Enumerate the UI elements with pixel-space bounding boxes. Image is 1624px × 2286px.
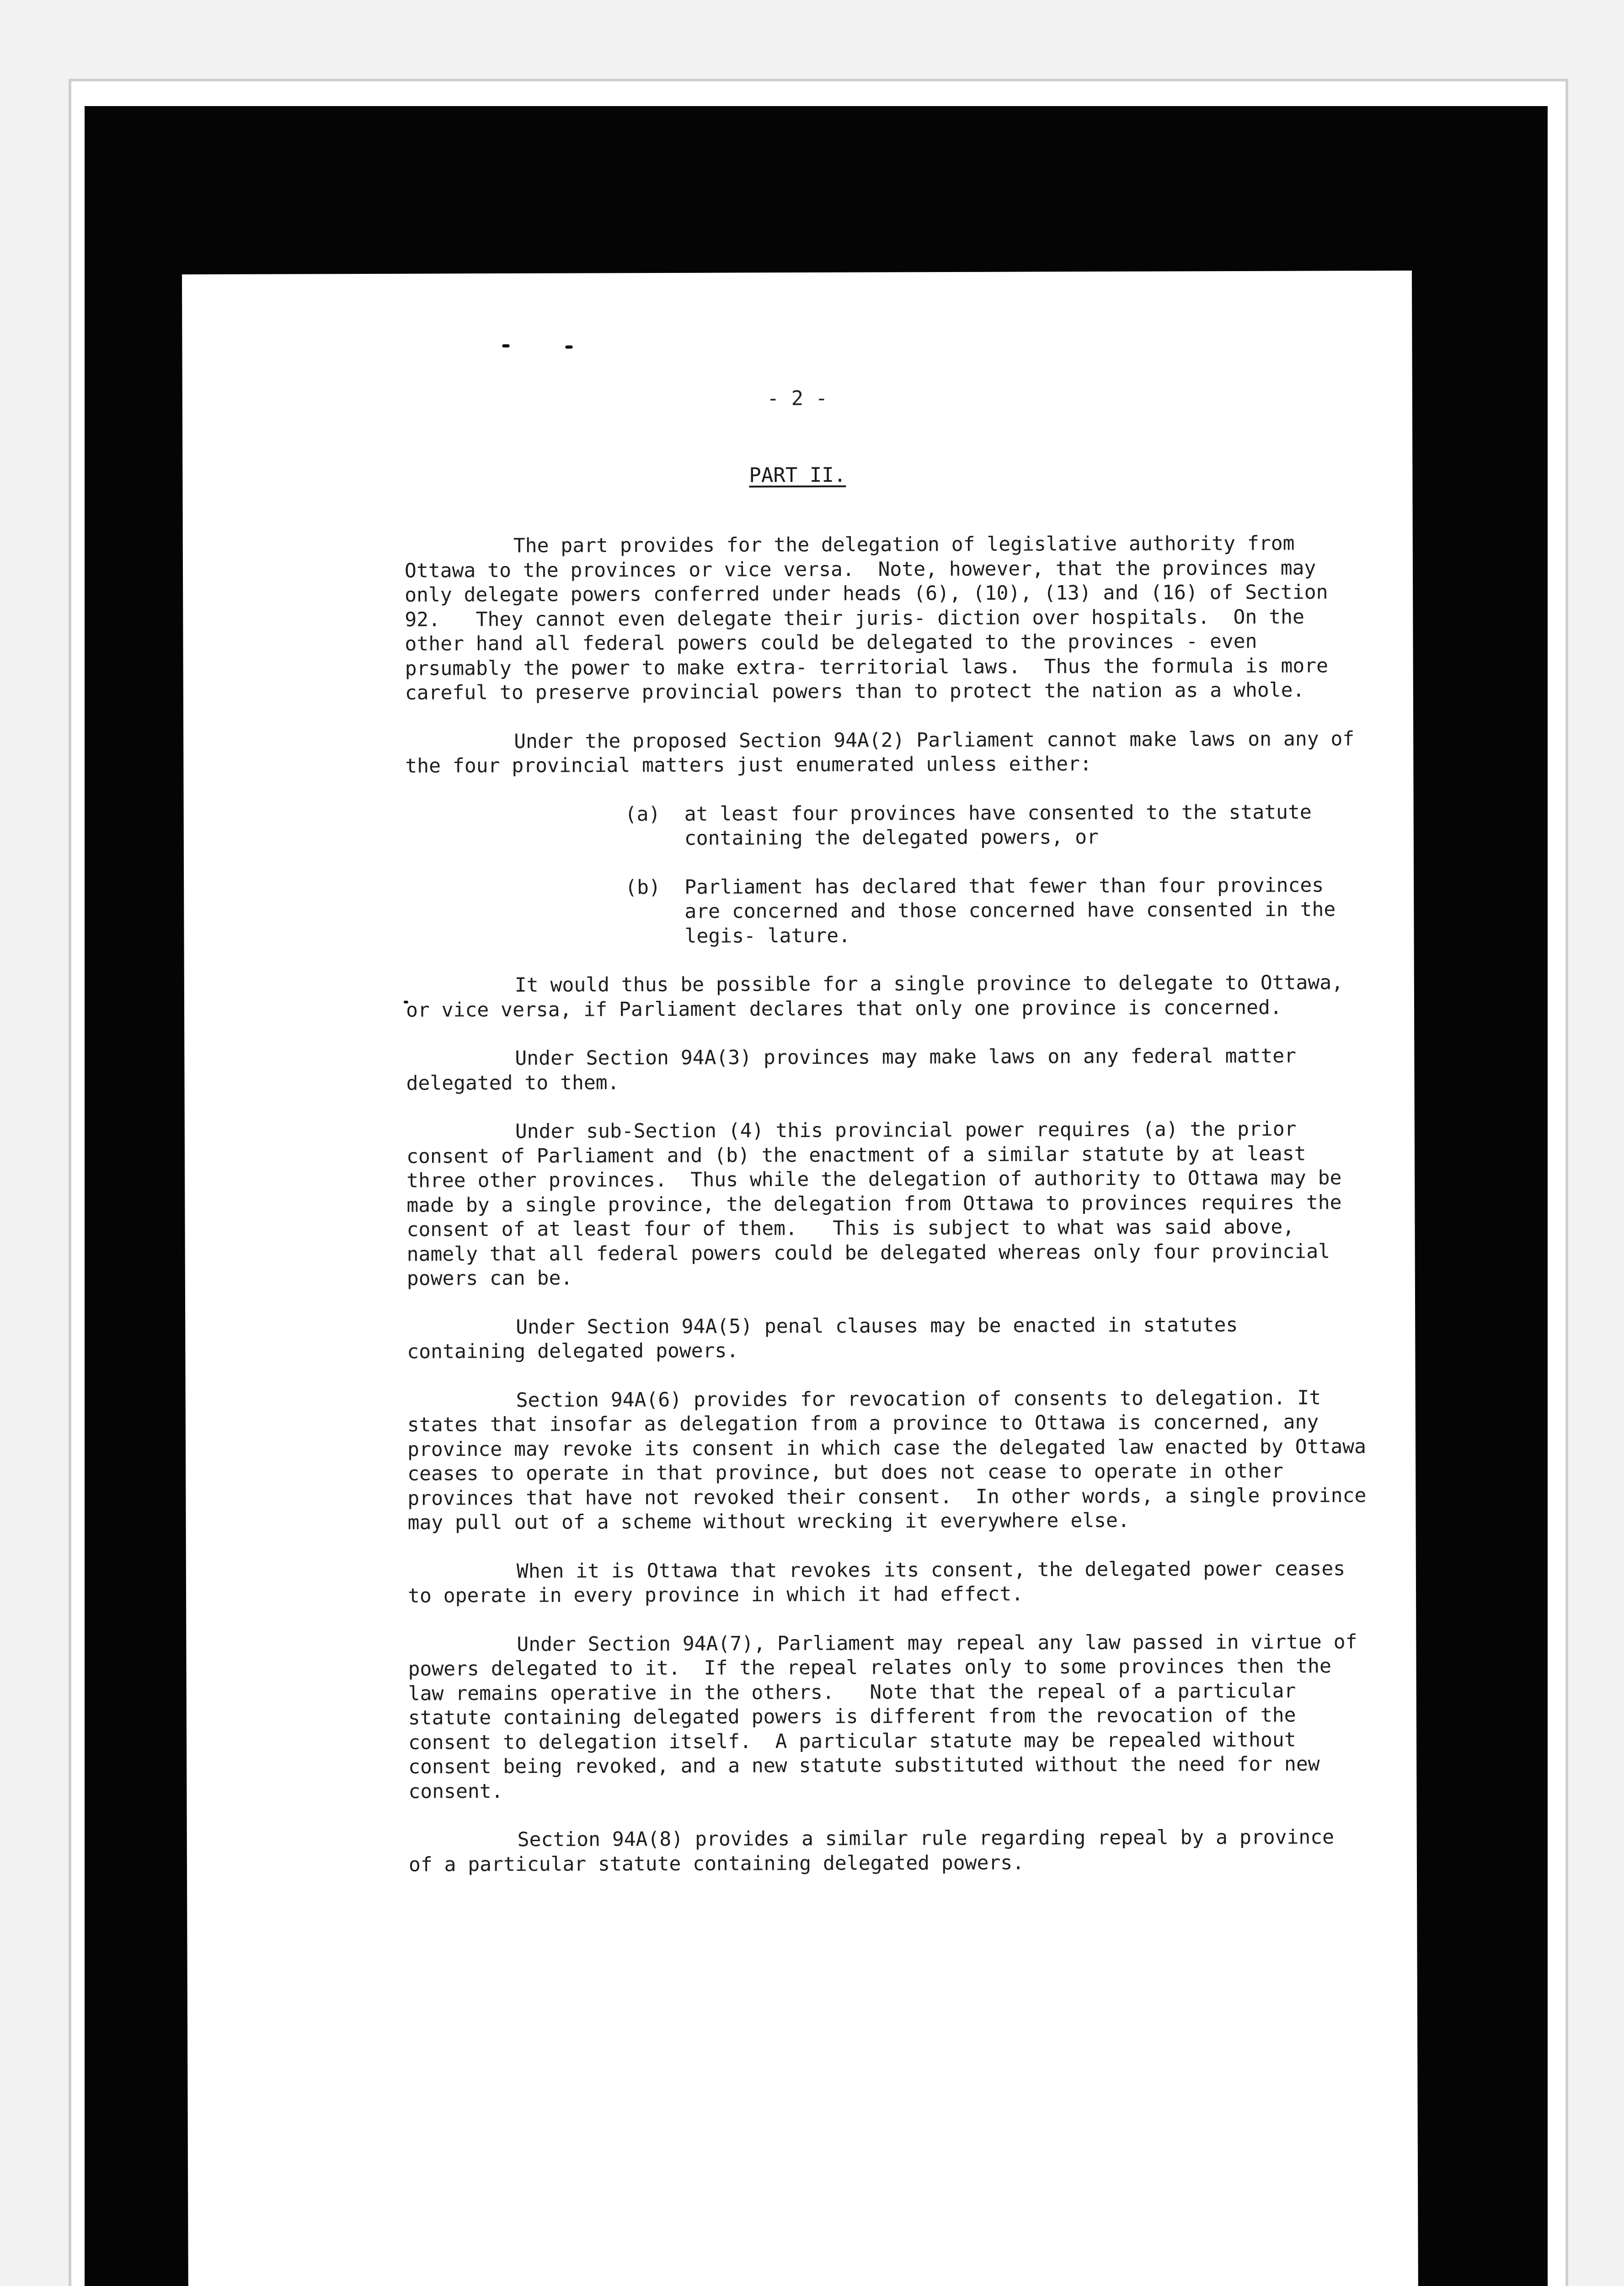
document-page (182, 271, 1418, 2286)
scan-speck (502, 344, 509, 347)
list-item-a (625, 800, 1366, 851)
page-number: - 2 - (767, 386, 828, 411)
paragraph-section-94a-7: Under Section 94A(7), Parliament may repeal any law passed in virtue of powers delegated to it. If the repeal relates only to some provinces then the law remains operative in the others. Note that the repeal of a particular statute containing delegated powers is different from the revocation of the consent to delegation itself. A particular statute may be repealed without consent being revoked, and a new statute substituted without the need for new consent. (408, 1630, 1369, 1803)
list-marker-b: (b) (625, 876, 661, 899)
paragraph-section-94a-6: Section 94A(6) provides for revocation of consents to delegation. It states that insofar as delegation from a province to Ottawa is concerned, any province may revoke its consent in which case the delegated law enacted by Ottawa ceases to operate in that province, but does not cease to operate in other provinces that have not revoked their consent. In other words, a single province may pull out of a scheme without wrecking it everywhere else. (407, 1386, 1378, 1534)
scan-speck (565, 346, 572, 349)
list-text-a: at least four provinces have consented to the statute containing the delegated powers, or (684, 800, 1324, 850)
paragraph-section-94a-2: Under the proposed Section 94A(2) Parliament cannot make laws on any of the four provincial matters just enumerated unless either: (405, 727, 1367, 778)
part-title: PART II. (749, 463, 846, 487)
document-body (404, 531, 1378, 1901)
paragraph-ottawa-revokes: When it is Ottawa that revokes its consent, the delegated power ceases to operate in every province in which it had effect. (407, 1557, 1357, 1608)
paragraph-section-94a-3: Under Section 94A(3) provinces may make laws on any federal matter delegated to them. (406, 1044, 1308, 1095)
list-marker-a: (a) (625, 802, 661, 826)
paragraph-delegation-overview: The part provides for the delegation of legislative authority from Ottawa to the provinces or vice versa. Note, however, that the provinces may only delegate powers conferred under heads (6), (10), (13) and (16) of Section 92. They cannot even delegate their juris- diction over hospitals. On the other hand all federal powers could be delegated to the provinces - even prsumably the power to make extra- territorial laws. Thus the formula is more careful to preserve provincial powers than to protect the nation as a whole. (404, 532, 1340, 705)
paragraph-single-province: It would thus be possible for a single province to delegate to Ottawa, or vice versa, if Parliament declares that only one province is concerned. (406, 971, 1356, 1022)
paragraph-sub-section-4: Under sub-Section (4) this provincial power requires (a) the prior consent of Parliament and (b) the enactment of a similar statute by at least three other provinces. Thus while the delegation of authority to Ottawa may be made by a single province, the delegation from Ottawa to provinces requires the consent of at least four of them. This is subject to what was said above, namely that all federal powers could be delegated whereas only four provincial powers can be. (406, 1117, 1354, 1290)
paragraph-section-94a-5: Under Section 94A(5) penal clauses may be enacted in statutes containing delegated powers. (407, 1313, 1250, 1363)
list-item-b (625, 873, 1366, 949)
list-text-b: Parliament has declared that fewer than four provinces are concerned and those concerned have consented in the legis- lature. (684, 873, 1348, 948)
paragraph-section-94a-8: Section 94A(8) provides a similar rule regarding repeal by a province of a particular statute containing delegated powers. (408, 1826, 1346, 1876)
